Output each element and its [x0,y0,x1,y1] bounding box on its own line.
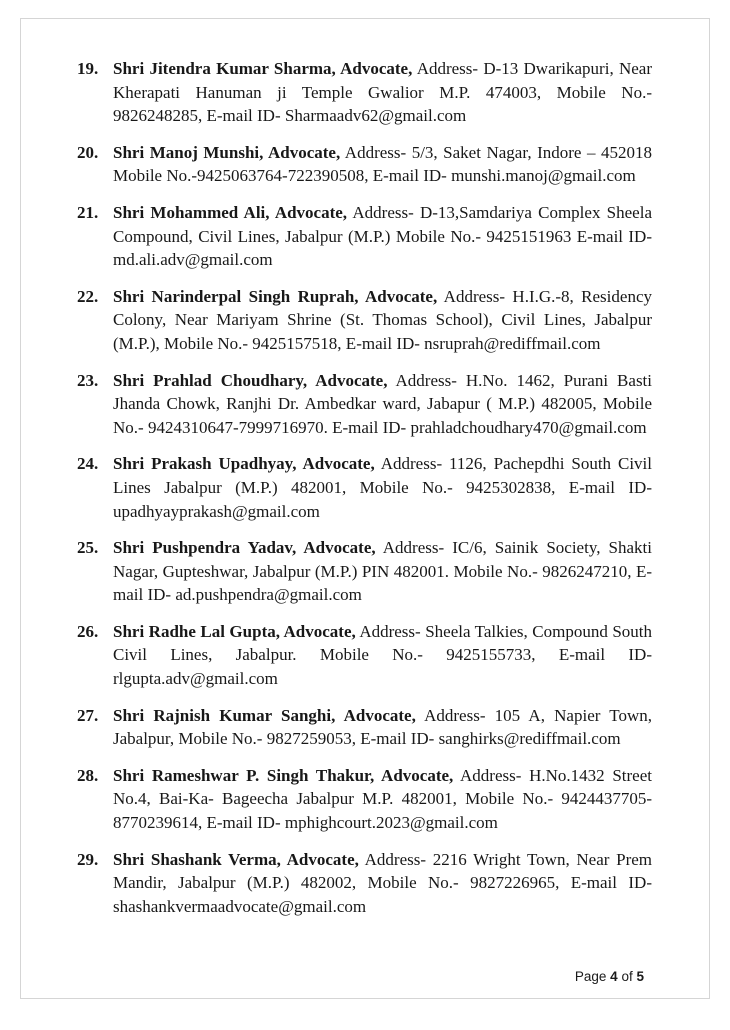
entry-number: 23. [77,370,99,390]
entry-number: 26. [77,621,99,641]
advocate-details: Address- D-13 Dwarikapuri, Near Kherapati Hanuman ji Temple Gwalior M.P. 474003, Mobile No.- 9826248285, E-mail ID- Sharmaadv62@gmail.com [113,59,652,126]
advocate-name: Shri Shashank Verma, Advocate, [113,849,359,869]
advocate-details: Address- IC/6, Sainik Society, Shakti Nagar, Gupteshwar, Jabalpur (M.P.) PIN 482001. Mobile No.- 9826247210, E-mail ID- ad.pushpendra@gmail.com [113,538,652,605]
entry-text [113,201,652,272]
advocate-details: Address- H.No. 1462, Purani Basti Jhanda Chowk, Ranjhi Dr. Ambedkar ward, Jabapur ( M.P.) 482005, Mobile No.- 9424310647-7999716970. E-mail ID- prahladchoudhary470@gmail.com [113,370,653,437]
list-item [77,57,652,128]
footer-of: of [621,969,633,984]
entry-number: 24. [77,454,99,474]
advocate-name: Shri Pushpendra Yadav, Advocate, [113,538,376,558]
advocate-name: Shri Radhe Lal Gupta, Advocate, [113,621,356,641]
list-item [77,704,652,751]
footer-total-pages: 5 [636,969,644,984]
entry-text [113,848,652,919]
advocate-name: Shri Rameshwar P. Singh Thakur, Advocate, [113,765,454,785]
advocate-list [77,57,652,918]
entry-number: 19. [77,59,99,78]
list-item [77,764,652,835]
entry-number: 21. [77,202,99,222]
entry-number: 22. [77,286,99,306]
advocate-details: Address- 1126, Pachepdhi South Civil Lines Jabalpur (M.P.) 482001, Mobile No.- 9425302838, E-mail ID- upadhyayprakash@gmail.com [113,454,653,521]
advocate-details: Address- D-13,Samdariya Complex Sheela Compound, Civil Lines, Jabalpur (M.P.) Mobile No.- 9425151963 E-mail ID- md.ali.adv@gmail.com [113,202,652,270]
list-item [77,201,652,272]
advocate-details: Address- H.No.1432 Street No.4, Bai-Ka- Bageecha Jabalpur M.P. 482001, Mobile No.- 9424437705-8770239614, E-mail ID- mphighcourt.2023@gmail.com [113,765,652,833]
entry-text [113,369,652,440]
advocate-details: Address- H.I.G.-8, Residency Colony, Near Mariyam Shrine (St. Thomas School), Civil Lines, Jabalpur (M.P.), Mobile No.- 9425157518, E-mail ID- nsruprah@rediffmail.com [113,286,652,353]
entry-number: 25. [77,538,99,558]
list-item [77,620,652,691]
list-item [77,285,652,356]
entry-text [113,704,652,751]
advocate-name: Shri Prahlad Choudhary, Advocate, [113,370,388,390]
advocate-details: Address- 5/3, Saket Nagar, Indore – 452018 Mobile No.-9425063764-722390508, E-mail ID- munshi.manoj@gmail.com [113,142,653,186]
entry-text [113,285,652,356]
advocate-name: Shri Narinderpal Singh Ruprah, Advocate, [113,286,438,306]
entry-number: 28. [77,765,99,785]
advocate-details: Address- Sheela Talkies, Compound South Civil Lines, Jabalpur. Mobile No.- 9425155733, E-mail ID- rlgupta.adv@gmail.com [113,621,653,689]
list-item [77,848,652,919]
advocate-name: Shri Jitendra Kumar Sharma, Advocate, [113,59,413,78]
list-item [77,141,652,188]
list-item [77,536,652,607]
entry-text [113,764,652,835]
entry-text [113,452,652,523]
advocate-name: Shri Rajnish Kumar Sanghi, Advocate, [113,705,416,725]
entry-text [113,536,652,607]
entry-number: 29. [77,849,99,869]
advocate-name: Shri Mohammed Ali, Advocate, [113,202,348,222]
list-item [77,452,652,523]
entry-number: 27. [77,705,99,725]
entry-text [113,57,652,128]
list-item [77,369,652,440]
advocate-name: Shri Manoj Munshi, Advocate, [113,142,341,162]
document-page [20,18,710,999]
footer-current-page: 4 [610,969,618,984]
advocate-details: Address- 2216 Wright Town, Near Prem Mandir, Jabalpur (M.P.) 482002, Mobile No.- 9827226965, E-mail ID- shashankvermaadvocate@gmail.com [113,849,653,916]
entry-text [113,141,652,188]
page-footer [575,969,644,984]
advocate-name: Shri Prakash Upadhyay, Advocate, [113,454,375,474]
advocate-details: Address- 105 A, Napier Town, Jabalpur, Mobile No.- 9827259053, E-mail ID- sanghirks@rediffmail.com [113,705,653,749]
entry-number: 20. [77,142,99,162]
entry-text [113,620,652,691]
footer-prefix: Page [574,969,607,984]
